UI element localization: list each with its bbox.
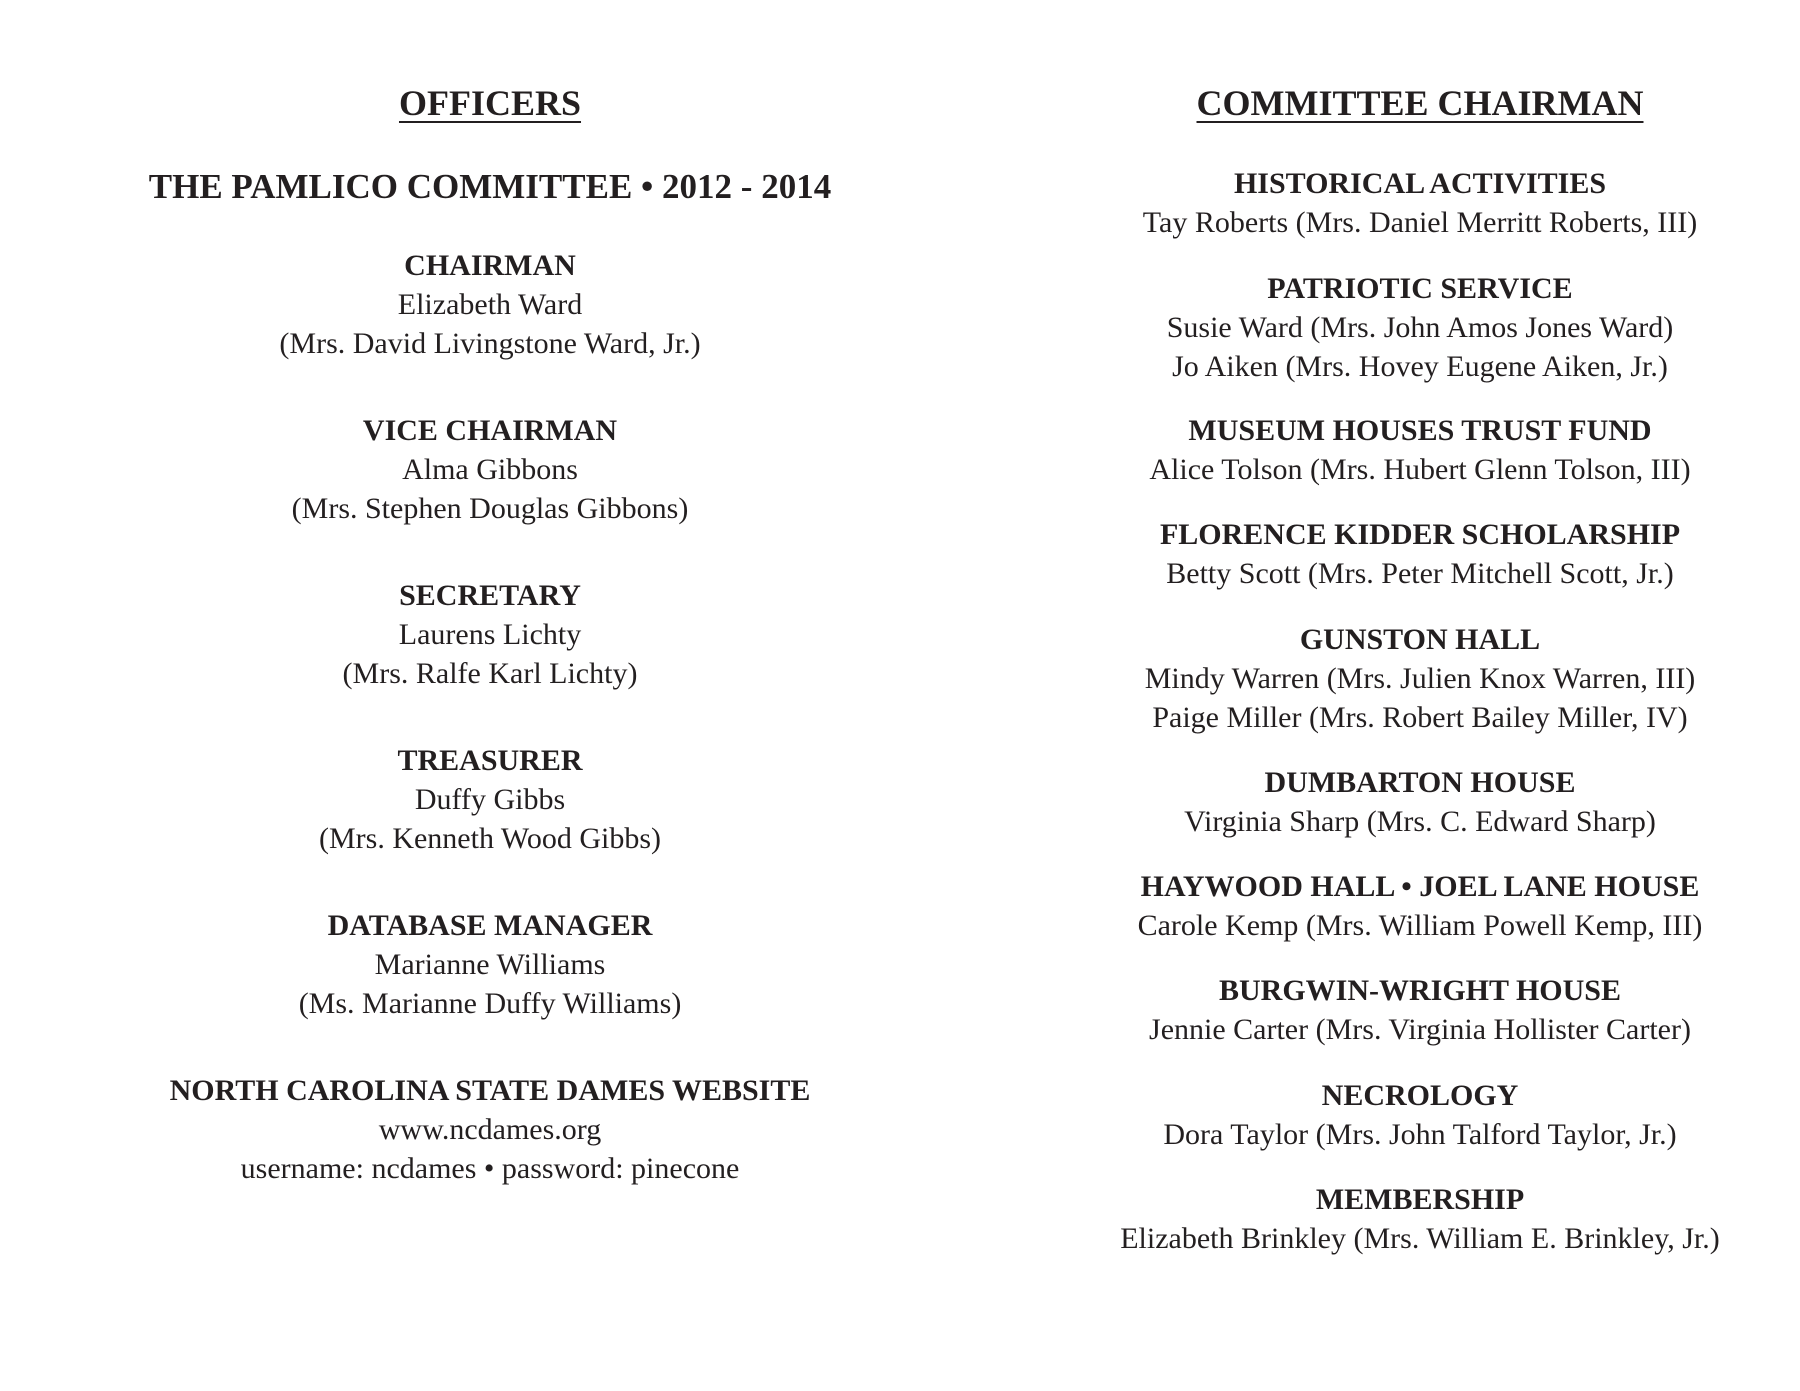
committee-title: FLORENCE KIDDER SCHOLARSHIP [1159, 518, 1681, 551]
committee-member: Jennie Carter (Mrs. Virginia Hollister Carter) [1149, 1013, 1691, 1046]
committee-member: Carole Kemp (Mrs. William Powell Kemp, III) [1137, 909, 1703, 942]
committee-item [1000, 1076, 1800, 1154]
officer-name: Alma Gibbons [402, 453, 578, 486]
committee-member: Susie Ward (Mrs. John Amos Jones Ward) [1166, 311, 1674, 344]
committee-member: Virginia Sharp (Mrs. C. Edward Sharp) [1184, 805, 1656, 838]
officer-chairman [65, 246, 915, 363]
website-title: NORTH CAROLINA STATE DAMES WEBSITE [169, 1074, 811, 1107]
officer-vice-chairman [65, 411, 915, 528]
committee-member: Paige Miller (Mrs. Robert Bailey Miller, IV) [1152, 701, 1688, 734]
officer-formal-name: (Mrs. Kenneth Wood Gibbs) [319, 822, 661, 855]
officer-formal-name: (Mrs. David Livingstone Ward, Jr.) [279, 327, 701, 360]
committee-member: Betty Scott (Mrs. Peter Mitchell Scott, Jr.) [1166, 557, 1674, 590]
committee-member: Elizabeth Brinkley (Mrs. William E. Brinkley, Jr.) [1120, 1222, 1720, 1255]
committee-item [1000, 164, 1800, 242]
committee-item [1000, 763, 1800, 841]
committee-title: MUSEUM HOUSES TRUST FUND [1188, 414, 1652, 447]
website-url[interactable]: www.ncdames.org [378, 1113, 602, 1146]
officer-title: VICE CHAIRMAN [362, 414, 618, 447]
committees-heading: COMMITTEE CHAIRMAN [1196, 83, 1644, 123]
officer-name: Elizabeth Ward [397, 288, 583, 321]
committee-title: BURGWIN-WRIGHT HOUSE [1218, 974, 1621, 1007]
officer-formal-name: (Mrs. Ralfe Karl Lichty) [342, 657, 638, 690]
officer-name: Duffy Gibbs [414, 783, 566, 816]
committee-member: Tay Roberts (Mrs. Daniel Merritt Roberts, III) [1142, 206, 1698, 239]
officer-title: DATABASE MANAGER [327, 909, 653, 942]
officer-secretary [65, 576, 915, 693]
committee-item [1000, 411, 1800, 489]
officer-title: CHAIRMAN [404, 249, 576, 282]
committee-member: Mindy Warren (Mrs. Julien Knox Warren, III) [1144, 662, 1696, 695]
officer-formal-name: (Ms. Marianne Duffy Williams) [298, 987, 682, 1020]
committee-member: Dora Taylor (Mrs. John Talford Taylor, Jr.) [1163, 1118, 1677, 1151]
committee-title: NECROLOGY [1321, 1079, 1519, 1112]
committee-item [1000, 515, 1800, 593]
officers-heading: OFFICERS [398, 83, 582, 123]
committee-member: Jo Aiken (Mrs. Hovey Eugene Aiken, Jr.) [1172, 350, 1668, 383]
committee-item [1000, 620, 1800, 737]
committee-title: PATRIOTIC SERVICE [1267, 272, 1573, 305]
committee-item [1000, 269, 1800, 386]
officer-title: TREASURER [397, 744, 583, 777]
committee-title: HAYWOOD HALL • JOEL LANE HOUSE [1140, 870, 1700, 903]
officer-formal-name: (Mrs. Stephen Douglas Gibbons) [291, 492, 689, 525]
officer-name: Laurens Lichty [398, 618, 582, 651]
committee-title: THE PAMLICO COMMITTEE • 2012 - 2014 [148, 167, 832, 206]
committee-item [1000, 867, 1800, 945]
committee-item [1000, 971, 1800, 1049]
officer-treasurer [65, 741, 915, 858]
website-block [65, 1071, 915, 1188]
committee-member: Alice Tolson (Mrs. Hubert Glenn Tolson, III) [1149, 453, 1691, 486]
website-credentials: username: ncdames • password: pinecone [240, 1152, 740, 1185]
officer-database-manager [65, 906, 915, 1023]
committee-title: MEMBERSHIP [1315, 1183, 1525, 1216]
officer-name: Marianne Williams [374, 948, 606, 981]
committee-title: GUNSTON HALL [1299, 623, 1541, 656]
committee-title: HISTORICAL ACTIVITIES [1233, 167, 1607, 200]
officer-title: SECRETARY [399, 579, 581, 612]
committee-item [1000, 1180, 1800, 1258]
committee-title: DUMBARTON HOUSE [1264, 766, 1576, 799]
